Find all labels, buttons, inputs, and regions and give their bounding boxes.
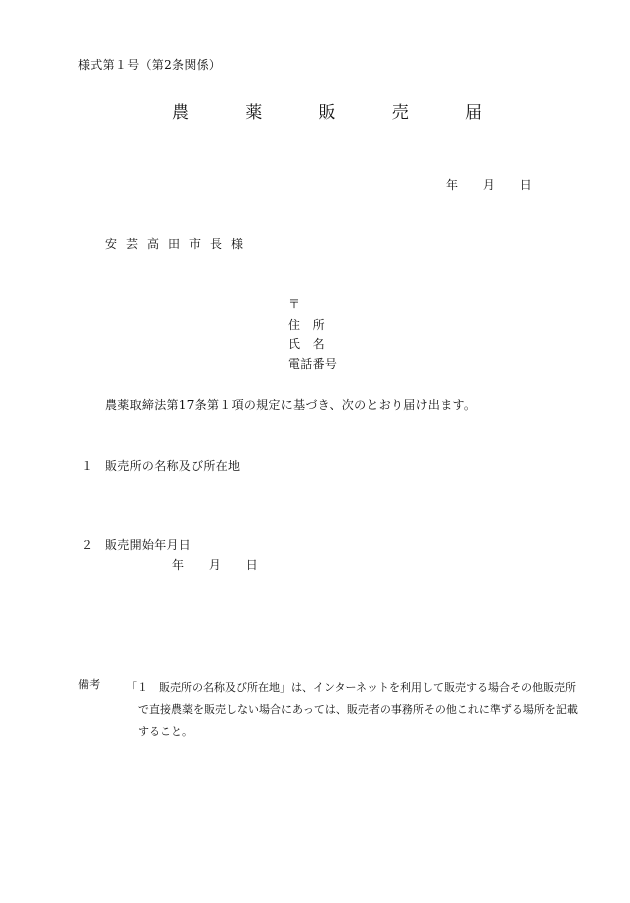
title-char: 届: [465, 103, 482, 123]
statement: 農薬取締法第17条第１項の規定に基づき、次のとおり届け出ます。: [105, 398, 477, 412]
address-label: 住 所: [288, 318, 325, 332]
postal-code-mark: 〒: [288, 297, 301, 311]
item-number: １: [81, 459, 94, 473]
item-number: ２: [81, 538, 94, 552]
title-char: 農: [172, 103, 189, 123]
title-char: 薬: [245, 103, 263, 123]
title-char: 売: [391, 103, 409, 123]
title-char: 販: [318, 103, 336, 123]
submission-date: 年 月 日: [446, 178, 533, 192]
phone-label: 電話番号: [288, 357, 338, 371]
remarks-text: 「１ 販売所の名称及び所在地」は、インターネットを利用して販売する場合その他販売所で直接農薬を販売しない場合にあっては、販売者の事務所その他これに準ずる場所を記載すること。: [126, 681, 578, 738]
addressee: 安芸高田市長様: [105, 237, 253, 251]
document-title: [172, 102, 482, 124]
item-label-start-date: 販売開始年月日: [105, 538, 192, 552]
name-label: 氏 名: [288, 337, 325, 351]
form-number: 様式第１号（第2条関係）: [78, 58, 222, 72]
start-date-line: 年 月 日: [172, 558, 259, 572]
item-label-shop-location: 販売所の名称及び所在地: [105, 459, 241, 473]
remarks-label: 備考: [78, 678, 101, 691]
